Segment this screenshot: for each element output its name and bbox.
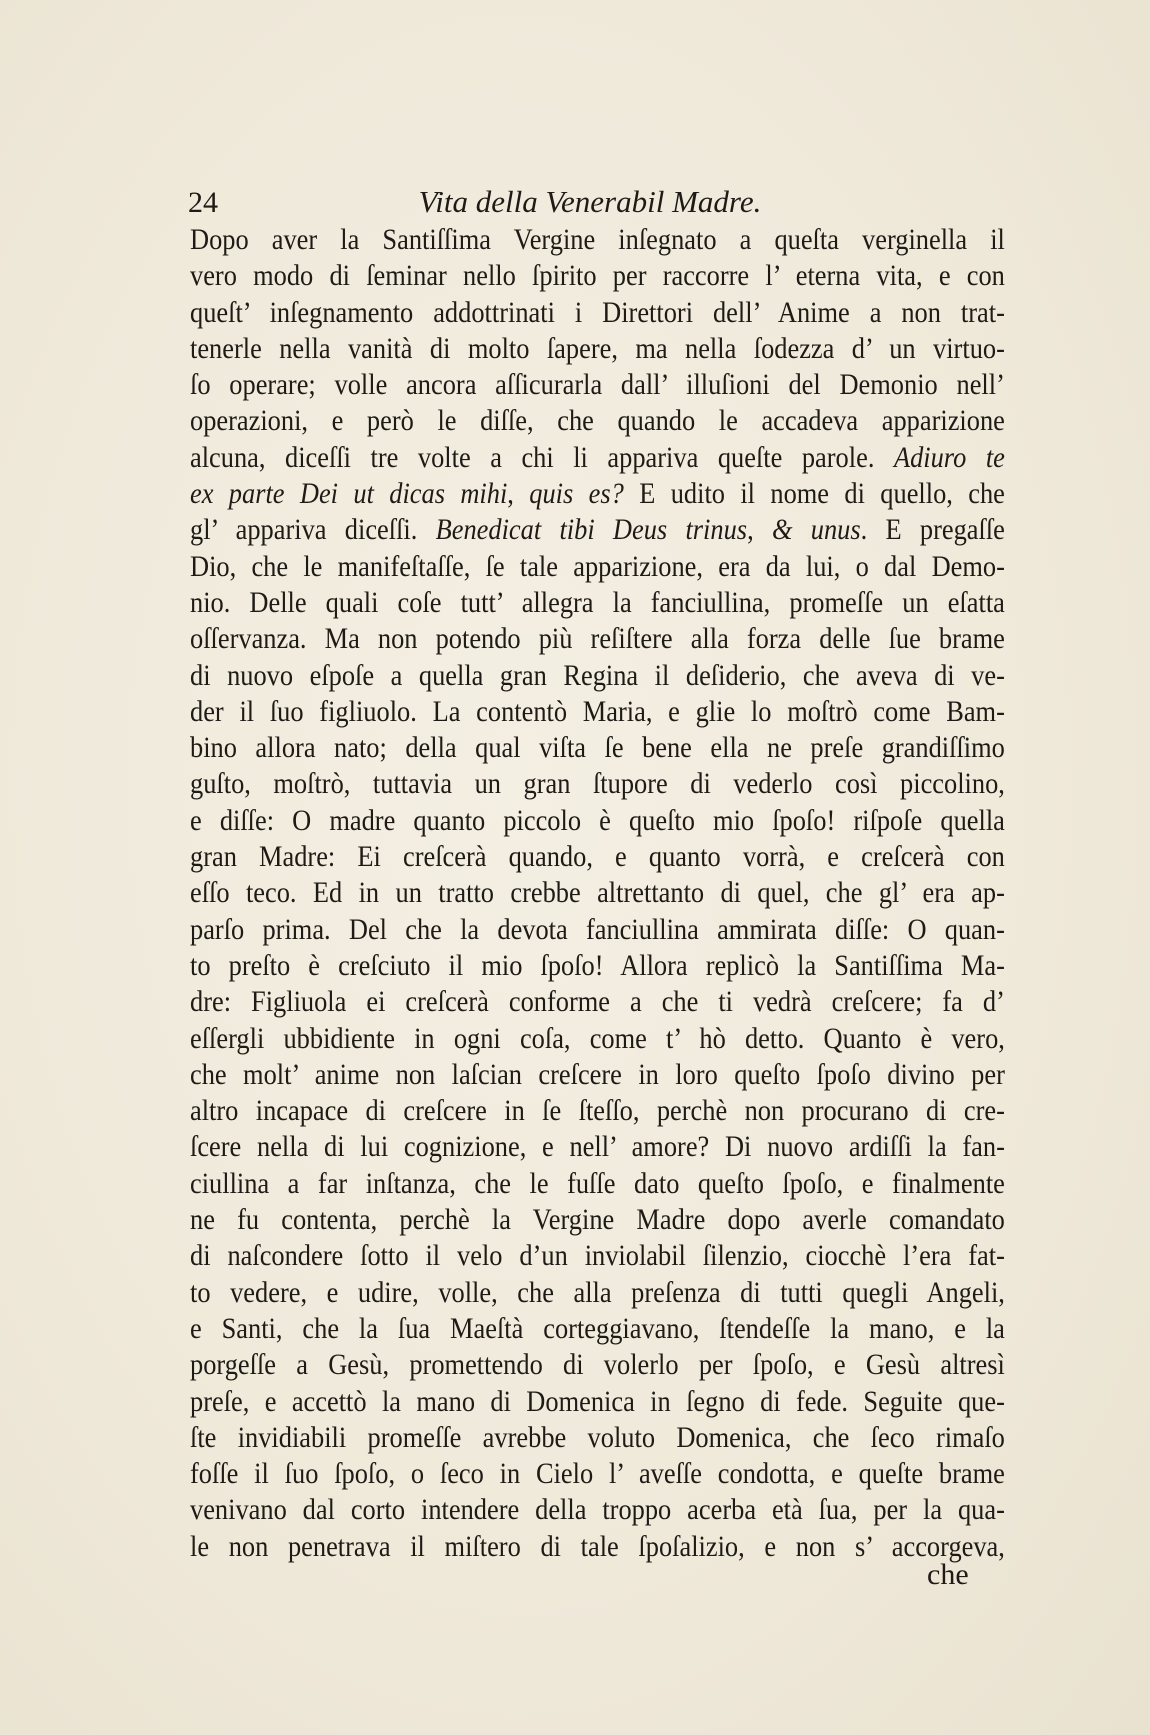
text-line: [190, 367, 1005, 403]
text-segment: le non penetrava il miſtero di tale ſpoſalizio, e non s’ accorgeva,: [190, 1529, 1005, 1563]
italic-text: Benedicat tibi Deus trinus: [435, 513, 748, 547]
text-line: [190, 440, 1005, 476]
text-line: [190, 912, 1005, 948]
text-line: [190, 512, 1005, 548]
text-segment: alcuna, diceſſi tre volte a chi li appariva queſte parole.: [190, 440, 894, 474]
text-segment: . E pregaſſe: [860, 513, 1005, 547]
text-line: [190, 1311, 1005, 1347]
text-segment: ,: [507, 477, 530, 511]
text-line: [190, 766, 1005, 802]
text-segment: preſe, e accettò la mano di Domenica in ſegno di fede. Seguite que-: [190, 1384, 1005, 1418]
text-segment: dre: Figliuola ei creſcerà conforme a che ti vedrà creſcere; fa d’: [190, 985, 1005, 1019]
text-segment: Dopo aver la Santiſſima Vergine inſegnato a queſta verginella il: [190, 223, 1005, 256]
text-line: [190, 295, 1005, 331]
text-segment: ſcere nella di lui cognizione, e nell’ amore? Di nuovo ardiſſi la fan-: [190, 1130, 1005, 1164]
catchword: che: [927, 1558, 969, 1591]
text-segment: guſto, moſtrò, tuttavia un gran ſtupore di vederlo così piccolino,: [190, 767, 1005, 801]
text-segment: nio. Delle quali coſe tutt’ allegra la fanciullina, promeſſe un eſatta: [190, 585, 1005, 619]
text-line: [190, 222, 1005, 258]
text-line: [190, 1456, 1005, 1492]
text-line: [190, 403, 1005, 439]
text-line: [190, 839, 1005, 875]
text-segment: che molt’ anime non laſcian creſcere in loro queſto ſpoſo divino per: [190, 1057, 1005, 1091]
text-line: [190, 730, 1005, 766]
text-segment: Dio, che le manifeſtaſſe, ſe tale apparizione, era da lui, o dal Demo-: [190, 549, 1005, 583]
text-segment: parſo prima. Del che la devota fanciullina ammirata diſſe: O quan-: [190, 912, 1005, 946]
text-line: [190, 258, 1005, 294]
text-line: [190, 1420, 1005, 1456]
text-line: [190, 658, 1005, 694]
body-text: [190, 222, 1116, 1565]
text-segment: ſo operare; volle ancora aſſicurarla dall’ illuſioni del Demonio nell’: [190, 368, 1005, 402]
text-line: [190, 1275, 1005, 1311]
text-segment: venivano dal corto intendere della troppo acerba età ſua, per la qua-: [190, 1493, 1005, 1527]
text-line: [190, 1057, 1005, 1093]
text-segment: porgeſſe a Gesù, promettendo di volerlo per ſpoſo, e Gesù altresì: [190, 1348, 1005, 1382]
text-line: [190, 476, 1005, 512]
text-line: [190, 694, 1005, 730]
text-line: [190, 331, 1005, 367]
text-segment: bino allora nato; della qual viſta ſe bene ella ne preſe grandiſſimo: [190, 731, 1005, 765]
italic-text: & unus: [771, 513, 861, 547]
text-line: [190, 1093, 1005, 1129]
text-segment: to preſto è creſciuto il mio ſpoſo! Allora replicò la Santiſſima Ma-: [190, 948, 1005, 982]
text-segment: tenerle nella vanità di molto ſapere, ma nella ſodezza d’ un virtuo-: [190, 331, 1005, 365]
text-line: [190, 948, 1005, 984]
text-segment: to vedere, e udire, volle, che alla preſenza di tutti quegli Angeli,: [190, 1275, 1005, 1309]
text-line: [190, 803, 1005, 839]
text-segment: ciullina a far inſtanza, che le fuſſe dato queſto ſpoſo, e finalmente: [190, 1166, 1005, 1200]
text-line: [190, 984, 1005, 1020]
running-head: Vita della Venerabil Madre.: [418, 184, 762, 219]
text-segment: gran Madre: Ei creſcerà quando, e quanto vorrà, e creſcerà con: [190, 840, 1005, 874]
text-segment: di nuovo eſpoſe a quella gran Regina il deſiderio, che aveva di ve-: [190, 658, 1005, 692]
text-line: [190, 1238, 1005, 1274]
text-segment: eſſergli ubbidiente in ogni coſa, come t’ hò detto. Quanto è vero,: [190, 1021, 1005, 1055]
text-segment: queſt’ inſegnamento addottrinati i Direttori dell’ Anime a non trat-: [190, 295, 1005, 329]
italic-text: quis es?: [529, 477, 624, 511]
text-segment: e diſſe: O madre quanto piccolo è queſto mio ſpoſo! riſpoſe quella: [190, 803, 1005, 837]
text-segment: eſſo teco. Ed in un tratto crebbe altrettanto di quel, che gl’ era ap-: [190, 876, 1005, 910]
text-line: [190, 549, 1005, 585]
page-number: 24: [188, 186, 218, 219]
text-line: [190, 1202, 1005, 1238]
text-line: [190, 1021, 1005, 1057]
text-line: [190, 585, 1005, 621]
italic-text: ex parte Dei ut dicas mihi: [190, 477, 508, 511]
text-segment: foſſe il ſuo ſpoſo, o ſeco in Cielo l’ aveſſe condotta, e queſte brame: [190, 1457, 1005, 1491]
text-line: [190, 875, 1005, 911]
text-segment: oſſervanza. Ma non potendo più reſiſtere alla forza delle ſue brame: [190, 622, 1005, 656]
text-segment: ne fu contenta, perchè la Vergine Madre dopo averle comandato: [190, 1203, 1005, 1237]
text-segment: der il ſuo figliuolo. La contentò Maria, e glie lo moſtrò come Bam-: [190, 694, 1005, 728]
text-line: [190, 1492, 1005, 1528]
italic-text: Adiuro te: [893, 440, 1005, 474]
text-segment: vero modo di ſeminar nello ſpirito per raccorre l’ eterna vita, e con: [190, 259, 1005, 293]
text-segment: operazioni, e però le diſſe, che quando le accadeva apparizione: [190, 404, 1005, 438]
text-segment: E udito il nome di quello, che: [623, 477, 1005, 511]
text-line: [190, 1347, 1005, 1383]
text-line: [190, 1166, 1005, 1202]
text-segment: ,: [747, 513, 772, 547]
text-line: [190, 1129, 1005, 1165]
text-segment: gl’ appariva diceſſi.: [190, 513, 436, 547]
text-line: [190, 621, 1005, 657]
text-segment: di naſcondere ſotto il velo d’un inviolabil ſilenzio, ciocchè l’era fat-: [190, 1239, 1005, 1273]
text-segment: altro incapace di creſcere in ſe ſteſſo, perchè non procurano di cre-: [190, 1094, 1005, 1128]
text-segment: ſte invidiabili promeſſe avrebbe voluto Domenica, che ſeco rimaſo: [190, 1420, 1005, 1454]
text-line: [190, 1384, 1005, 1420]
text-segment: e Santi, che la ſua Maeſtà corteggiavano, ſtendeſſe la mano, e la: [190, 1311, 1005, 1345]
text-line: [190, 1529, 1005, 1565]
